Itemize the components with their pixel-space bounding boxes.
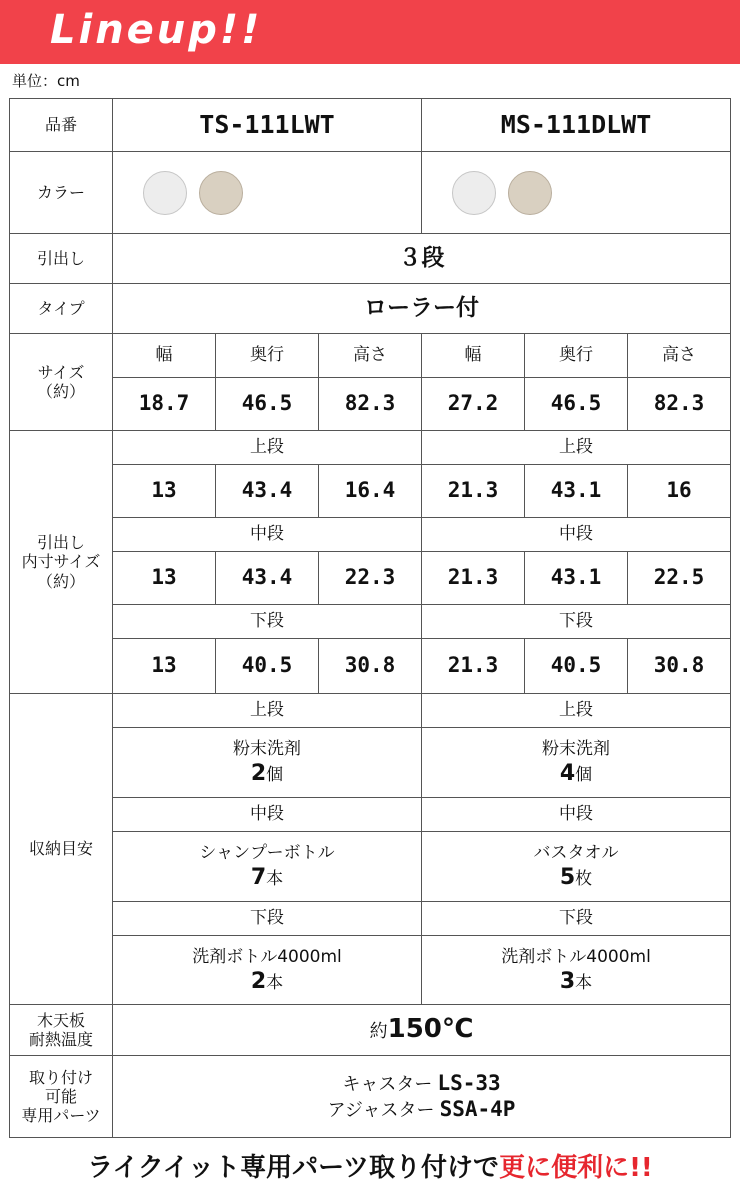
drawers-header: 引出し — [10, 234, 113, 284]
unit-label: 単位：cm — [12, 72, 80, 90]
heat-prefix: 約 — [369, 1021, 388, 1043]
inner-value: 22.3 — [319, 552, 422, 605]
inner-tier-row — [10, 518, 731, 552]
inner-label-3: （約） — [36, 571, 85, 591]
size-value: 18.7 — [113, 378, 216, 431]
width-label: 幅 — [422, 334, 525, 378]
storage-count: 3 — [559, 968, 576, 994]
storage-unit: 個 — [575, 765, 593, 786]
inner-value: 13 — [113, 552, 216, 605]
storage-count: 4 — [559, 761, 576, 787]
tier-label-upper: 上段 — [422, 431, 731, 465]
storage-tier-row — [10, 798, 731, 832]
adjuster-code: SSA-4P — [439, 1096, 516, 1121]
parts-header — [10, 1056, 113, 1138]
inner-value: 21.3 — [422, 552, 525, 605]
storage-unit: 本 — [575, 972, 593, 993]
tier-label-upper: 上段 — [422, 694, 731, 728]
type-value: ローラー付 — [113, 284, 731, 334]
heat-value: 150℃ — [387, 1014, 474, 1045]
model-header: 品番 — [10, 99, 113, 152]
header-banner — [0, 0, 740, 64]
size-label: サイズ — [37, 362, 85, 382]
inner-value: 21.3 — [422, 465, 525, 518]
depth-label: 奥行 — [525, 334, 628, 378]
inner-tier-row — [10, 431, 731, 465]
model-name-2: MS-111DLWT — [422, 99, 731, 152]
storage-cell — [113, 832, 422, 902]
tier-label-lower: 下段 — [113, 902, 422, 936]
tier-label-middle: 中段 — [422, 798, 731, 832]
color-row — [10, 152, 731, 234]
storage-count: 7 — [250, 865, 267, 891]
footer-text: ライクイット専用パーツ取り付けで — [87, 1153, 500, 1183]
size-label-approx: （約） — [36, 382, 85, 401]
inner-value: 21.3 — [422, 639, 525, 694]
color-header: カラー — [10, 152, 113, 234]
inner-label-1: 引出し — [36, 533, 85, 553]
parts-label-3: 専用パーツ — [21, 1106, 101, 1126]
storage-item: シャンプーボトル — [199, 843, 335, 864]
tier-label-upper: 上段 — [113, 431, 422, 465]
width-label: 幅 — [113, 334, 216, 378]
parts-label-1: 取り付け — [28, 1067, 93, 1087]
inner-value: 16.4 — [319, 465, 422, 518]
footer-accent-text: 更に便利に!! — [499, 1153, 653, 1183]
storage-unit: 本 — [266, 869, 284, 890]
inner-value: 13 — [113, 639, 216, 694]
tier-label-middle: 中段 — [113, 798, 422, 832]
banner-title: Lineup!! — [50, 7, 263, 53]
storage-item: 洗剤ボトル4000ml — [501, 946, 651, 967]
inner-tier-row — [10, 605, 731, 639]
storage-item-row — [10, 832, 731, 902]
type-header: タイプ — [10, 284, 113, 334]
color-swatch-beige — [508, 171, 552, 215]
heat-value-cell — [113, 1005, 731, 1056]
storage-tier-row — [10, 694, 731, 728]
storage-cell — [422, 832, 731, 902]
storage-unit: 枚 — [575, 869, 593, 890]
parts-label-2: 可能 — [44, 1086, 77, 1106]
adjuster-label: アジャスター — [327, 1099, 435, 1121]
storage-unit: 個 — [266, 765, 284, 786]
storage-count: 2 — [250, 968, 267, 994]
inner-value-row — [10, 639, 731, 694]
color-swatch-white — [143, 171, 187, 215]
color-cell-1 — [113, 152, 422, 234]
inner-value: 30.8 — [319, 639, 422, 694]
inner-value-row — [10, 465, 731, 518]
model-row — [10, 99, 731, 152]
inner-value: 16 — [628, 465, 731, 518]
storage-unit: 本 — [266, 972, 284, 993]
tier-label-middle: 中段 — [422, 518, 731, 552]
height-label: 高さ — [628, 334, 731, 378]
caster-code: LS-33 — [437, 1071, 501, 1096]
inner-value: 40.5 — [216, 639, 319, 694]
color-swatch-beige — [199, 171, 243, 215]
storage-tier-row — [10, 902, 731, 936]
color-swatch-white — [452, 171, 496, 215]
size-value: 27.2 — [422, 378, 525, 431]
storage-count: 5 — [559, 865, 576, 891]
storage-item-row — [10, 936, 731, 1005]
size-value: 82.3 — [628, 378, 731, 431]
inner-value: 43.1 — [525, 465, 628, 518]
inner-value: 13 — [113, 465, 216, 518]
depth-label: 奥行 — [216, 334, 319, 378]
type-row — [10, 284, 731, 334]
size-header — [10, 334, 113, 431]
size-value: 46.5 — [525, 378, 628, 431]
size-header-row — [10, 334, 731, 378]
parts-cell — [113, 1056, 731, 1138]
storage-header: 収納目安 — [10, 694, 113, 1005]
heat-label-2: 耐熱温度 — [28, 1030, 93, 1049]
parts-row — [10, 1056, 731, 1138]
storage-count: 2 — [250, 761, 267, 787]
storage-cell — [422, 728, 731, 798]
size-value: 46.5 — [216, 378, 319, 431]
storage-item: 粉末洗剤 — [233, 739, 301, 760]
model-name-1: TS-111LWT — [113, 99, 422, 152]
heat-label-1: 木天板 — [36, 1010, 85, 1030]
tier-label-upper: 上段 — [113, 694, 422, 728]
size-value-row — [10, 378, 731, 431]
size-value: 82.3 — [319, 378, 422, 431]
inner-value: 40.5 — [525, 639, 628, 694]
storage-item-row — [10, 728, 731, 798]
tier-label-lower: 下段 — [422, 902, 731, 936]
inner-value: 43.4 — [216, 465, 319, 518]
footer-tagline — [0, 1148, 740, 1188]
inner-value: 30.8 — [628, 639, 731, 694]
spec-table — [9, 98, 731, 1138]
storage-cell — [113, 936, 422, 1005]
inner-value: 43.4 — [216, 552, 319, 605]
inner-label-2: 内寸サイズ — [21, 552, 101, 572]
storage-item: バスタオル — [533, 843, 619, 864]
drawers-value: ３段 — [113, 234, 731, 284]
color-cell-2 — [422, 152, 731, 234]
storage-item: 洗剤ボトル4000ml — [192, 946, 342, 967]
inner-value: 43.1 — [525, 552, 628, 605]
caster-label: キャスター — [342, 1074, 433, 1096]
heat-header — [10, 1005, 113, 1056]
tier-label-middle: 中段 — [113, 518, 422, 552]
storage-cell — [422, 936, 731, 1005]
tier-label-lower: 下段 — [422, 605, 731, 639]
heat-row — [10, 1005, 731, 1056]
height-label: 高さ — [319, 334, 422, 378]
inner-value-row — [10, 552, 731, 605]
tier-label-lower: 下段 — [113, 605, 422, 639]
inner-size-header — [10, 431, 113, 694]
storage-cell — [113, 728, 422, 798]
storage-item: 粉末洗剤 — [542, 739, 611, 760]
inner-value: 22.5 — [628, 552, 731, 605]
drawers-row — [10, 234, 731, 284]
